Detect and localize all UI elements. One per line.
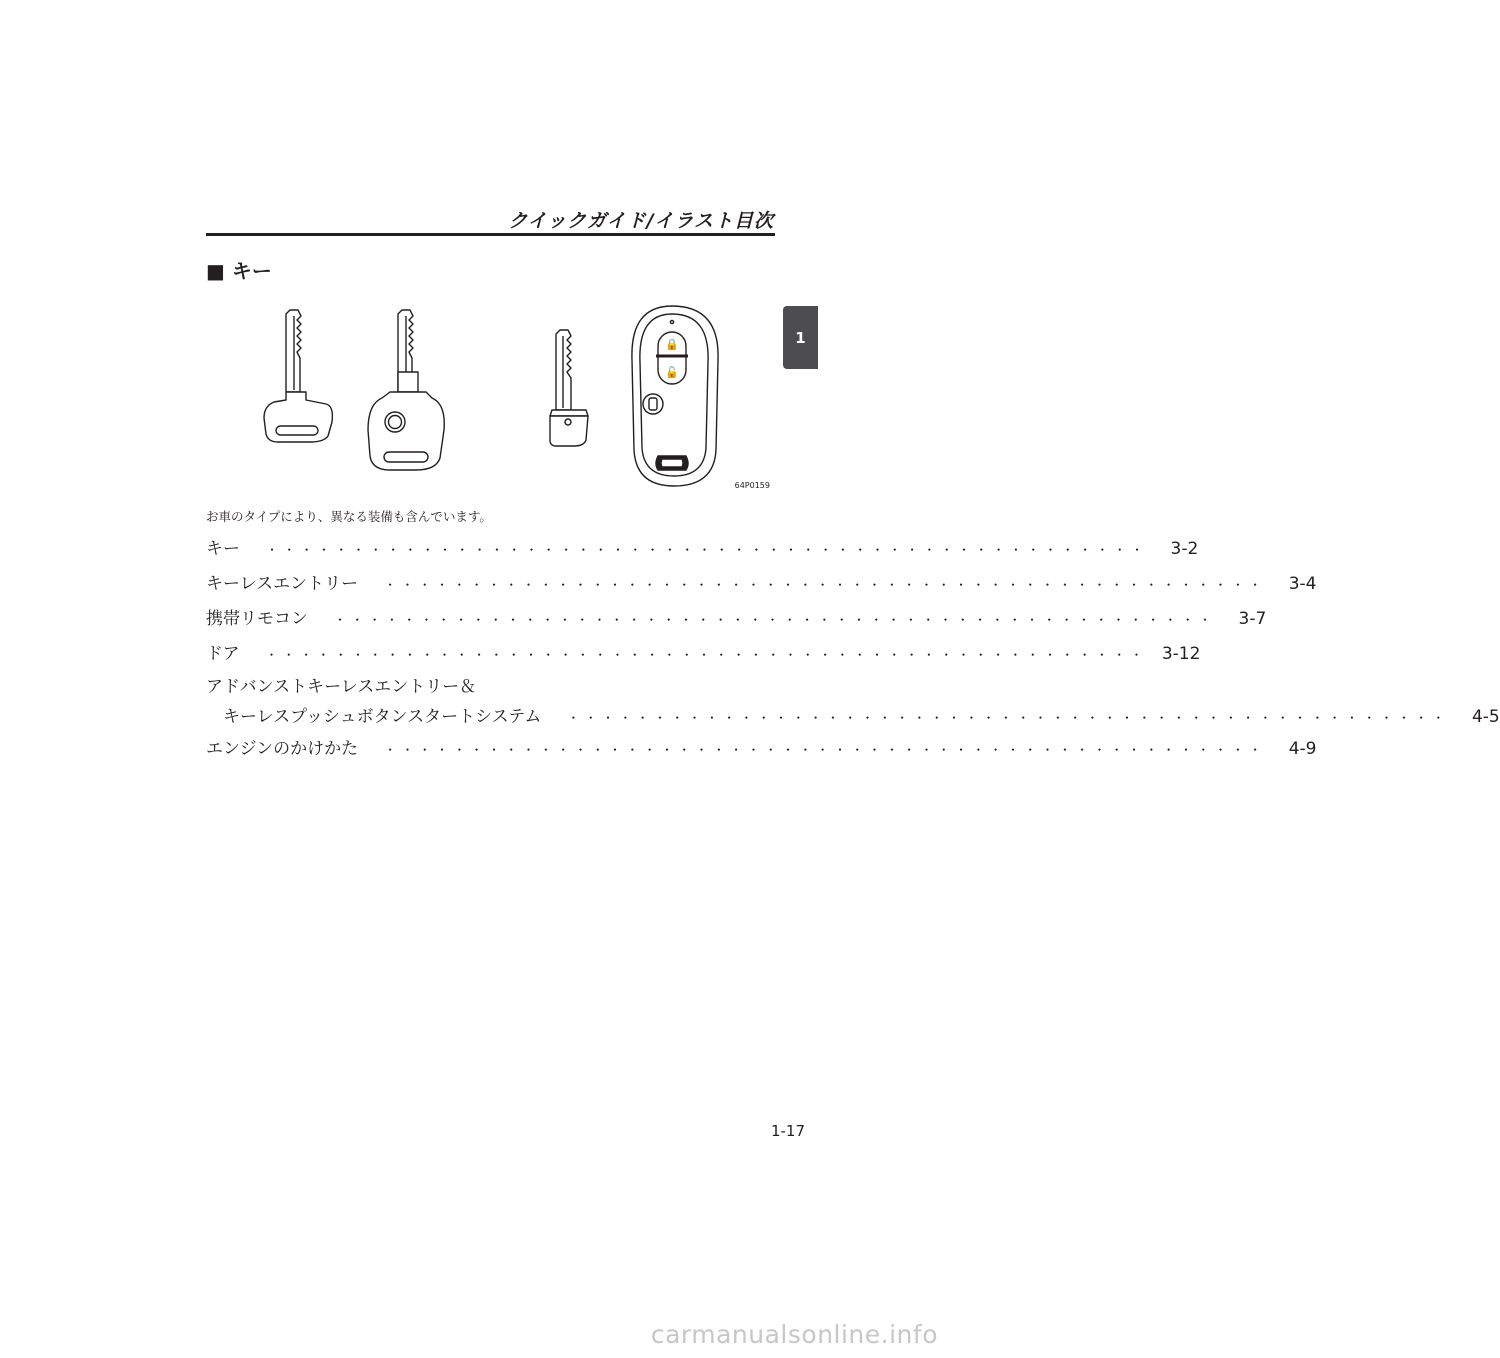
- toc-item-engine-start[interactable]: [206, 732, 1317, 767]
- emergency-key-icon: [550, 330, 588, 446]
- keys-illustration: [250, 300, 780, 500]
- toc-leader: ・・・・・・・・・・・・・・・・・・・・・・・・・・・・・・・・・・・・・・・・・・・・・・・・・・・: [334, 613, 1217, 627]
- toc-leader: ・・・・・・・・・・・・・・・・・・・・・・・・・・・・・・・・・・・・・・・・・・・・・・・・・・・: [384, 743, 1267, 757]
- toc-page: 3-7: [1238, 609, 1267, 629]
- figure-code: 64P0159: [734, 481, 770, 490]
- toc-page: 3-12: [1161, 644, 1201, 664]
- toc-leader: ・・・・・・・・・・・・・・・・・・・・・・・・・・・・・・・・・・・・・・・・・・・・・・・・・・・: [266, 543, 1149, 557]
- toc-page: 4-5: [1471, 707, 1500, 727]
- mechanical-key-icon: [264, 310, 332, 442]
- toc-item-door[interactable]: [206, 637, 1201, 672]
- toc-page: 4-9: [1288, 739, 1317, 759]
- toc-item-keyless-entry[interactable]: [206, 567, 1317, 602]
- chapter-tab[interactable]: [783, 306, 818, 369]
- toc-leader: ・・・・・・・・・・・・・・・・・・・・・・・・・・・・・・・・・・・・・・・・・・・・・・・・・・・: [567, 711, 1450, 725]
- toc-item-advanced-keyless[interactable]: [206, 672, 1500, 732]
- header-title: クイックガイド/イラスト目次: [508, 210, 774, 232]
- toc-leader: ・・・・・・・・・・・・・・・・・・・・・・・・・・・・・・・・・・・・・・・・・・・・・・・・・・・: [265, 648, 1148, 662]
- toc-item-remote[interactable]: [206, 602, 1267, 637]
- table-of-contents: [206, 532, 1500, 767]
- toc-label: アドバンストキーレスエントリー＆: [206, 677, 477, 697]
- toc-label: 携帯リモコン: [206, 609, 308, 629]
- note-text: お車のタイプにより、異なる装備も含んでいます。: [206, 509, 492, 524]
- svg-text:🔒: 🔒: [665, 338, 679, 351]
- toc-label: ドア: [206, 644, 240, 664]
- toc-label: キーレスエントリー: [206, 574, 359, 594]
- toc-page: 3-4: [1288, 574, 1317, 594]
- header-rule: [206, 233, 775, 236]
- toc-label-continued: キーレスプッシュボタンスタートシステム: [223, 707, 542, 727]
- toc-page: 3-2: [1170, 539, 1199, 559]
- transponder-key-icon: [368, 310, 444, 470]
- section-title: ■ キー: [206, 259, 272, 283]
- remote-fob-icon: [632, 306, 718, 486]
- toc-item-key[interactable]: [206, 532, 1199, 567]
- svg-text:🔓: 🔓: [665, 366, 679, 379]
- toc-label: エンジンのかけかた: [206, 739, 359, 759]
- toc-label: キー: [206, 539, 240, 559]
- toc-leader: ・・・・・・・・・・・・・・・・・・・・・・・・・・・・・・・・・・・・・・・・・・・・・・・・・・・: [384, 578, 1267, 592]
- watermark: carmanualsonline.info: [650, 1320, 938, 1349]
- page-number: 1-17: [770, 1122, 805, 1140]
- chapter-tab-label: 1: [795, 328, 806, 347]
